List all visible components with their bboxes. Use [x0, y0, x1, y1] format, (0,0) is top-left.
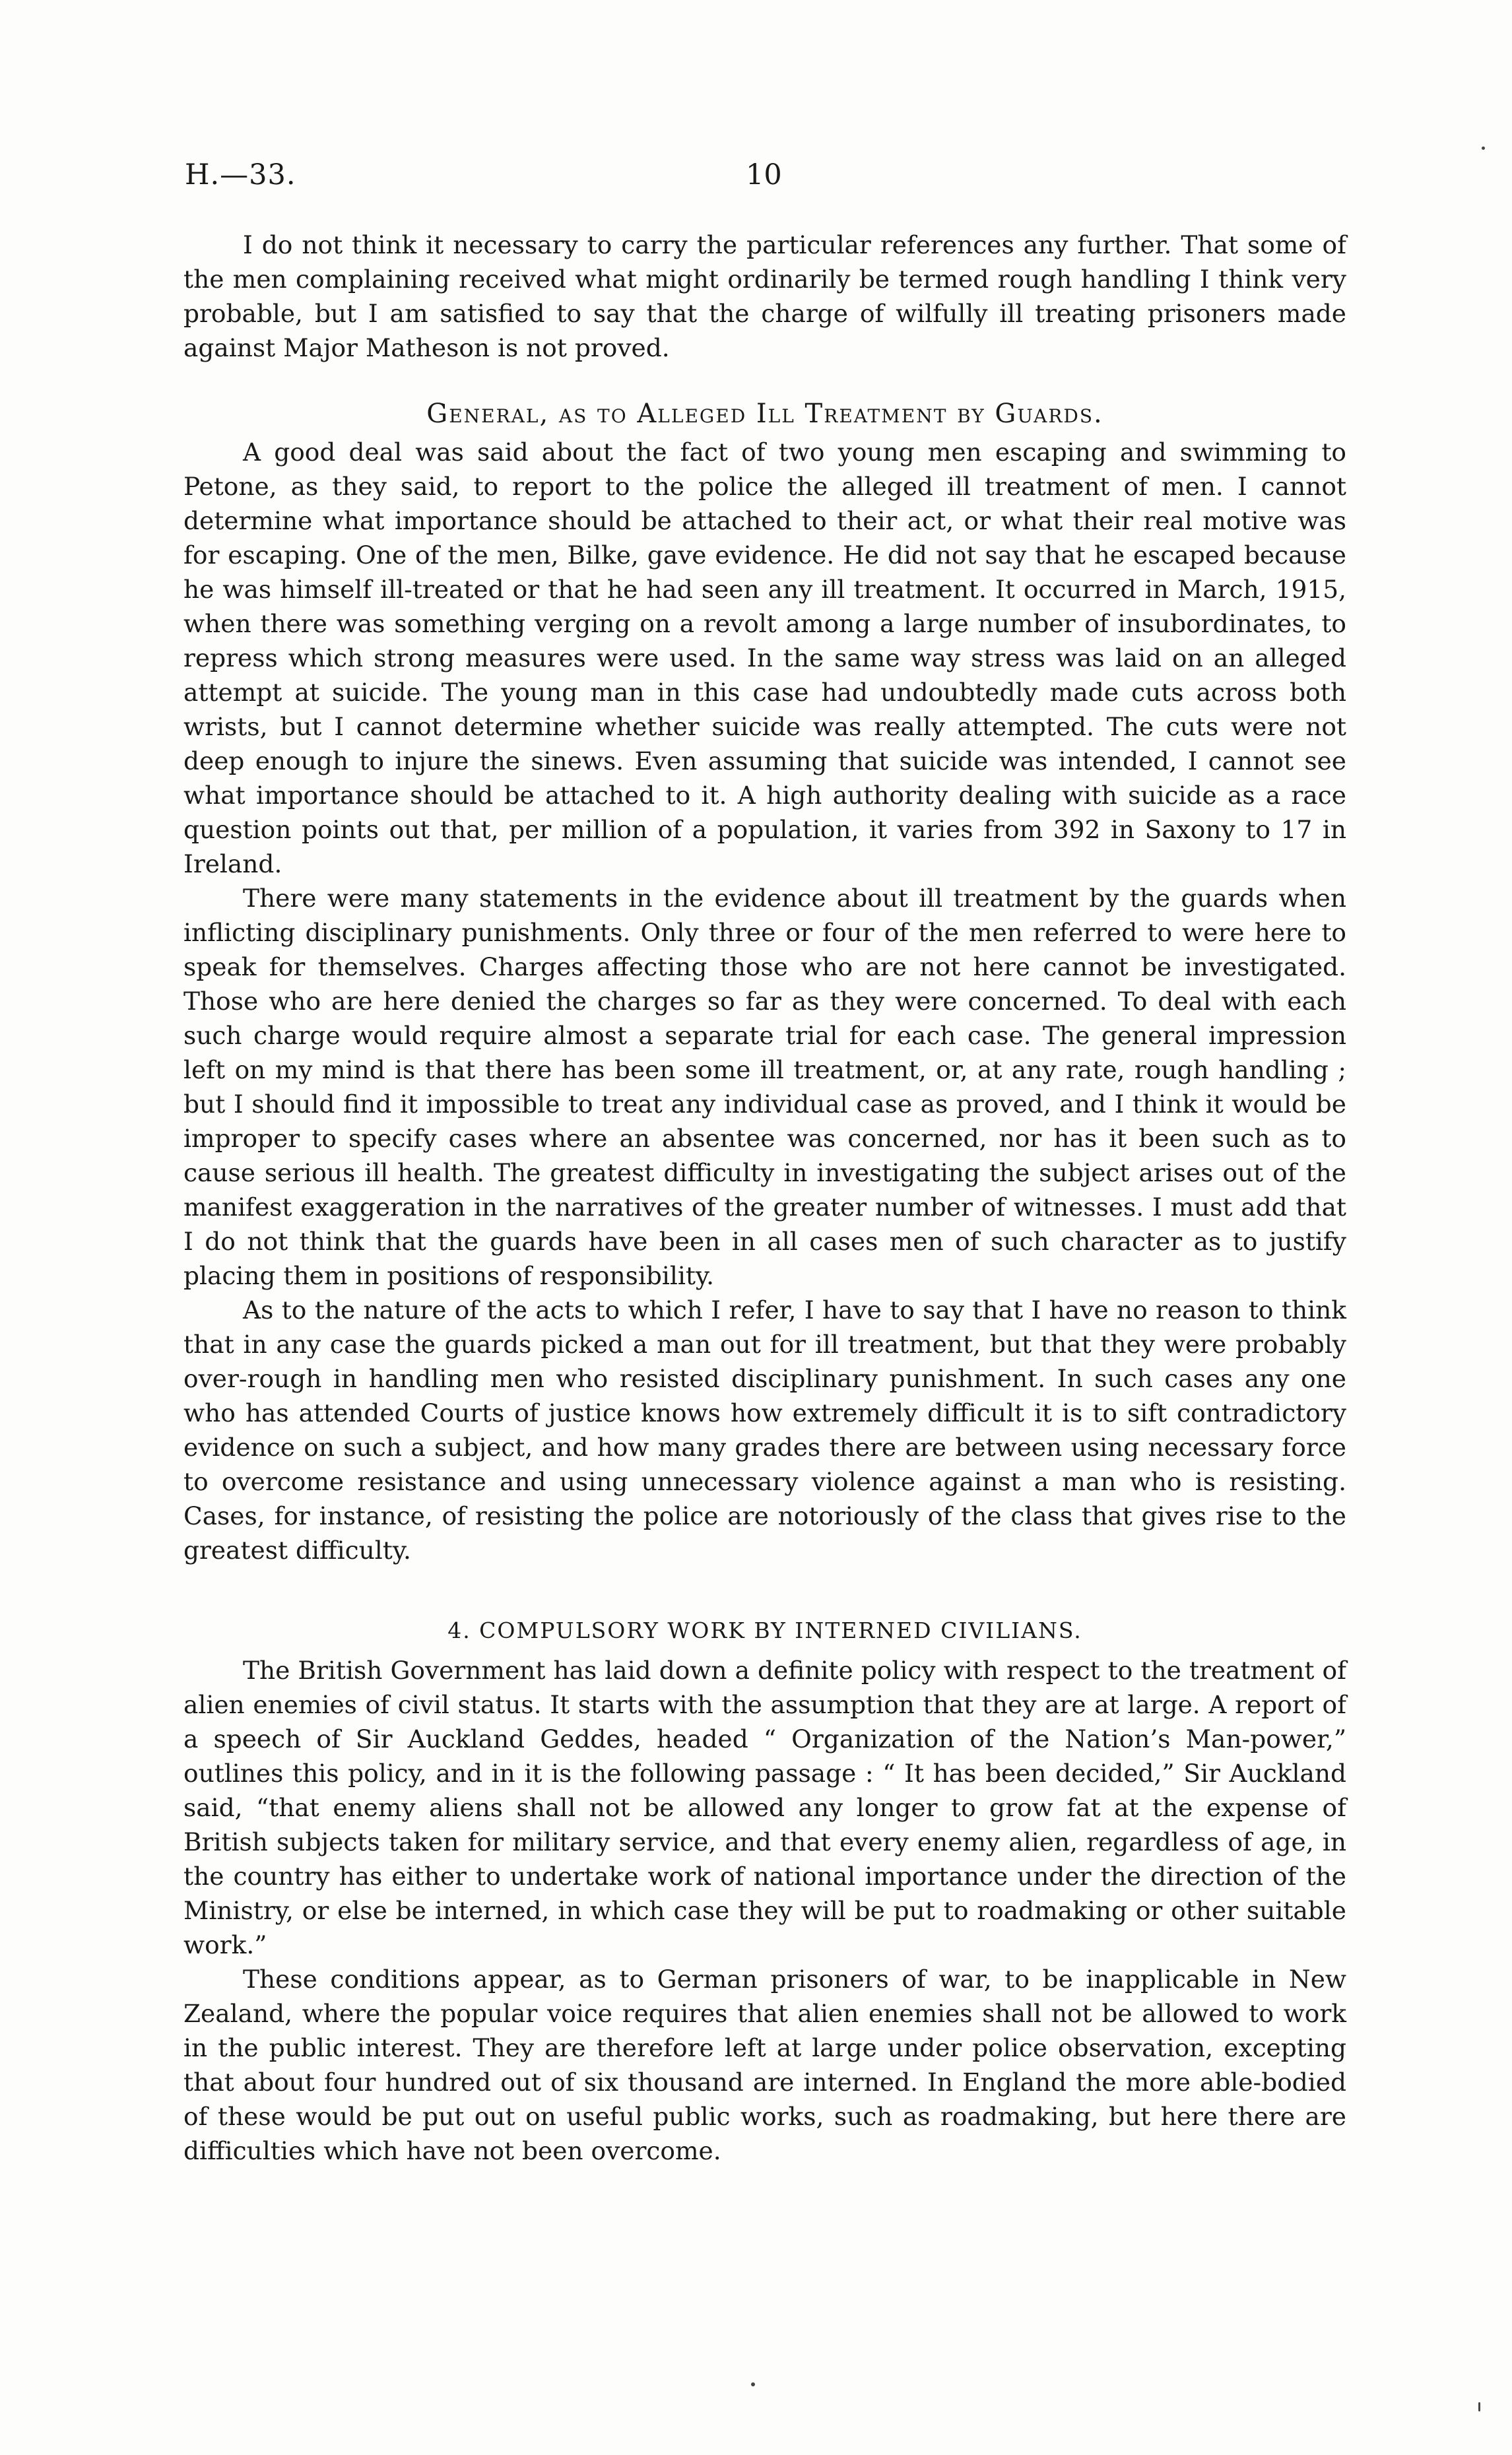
paragraph: These conditions appear, as to German prisoners of war, to be inapplicable in New Zealand, where the popular voice requires that alien enemies shall not be allowed to work in the public interest. They are therefore left at large under police observation, excepting that about four hundred out of six thousand are interned. In England the more able-bodied of these would be put out on useful public works, such as roadmaking, but here there are difficulties which have not been overcome.	[183, 1965, 1346, 2165]
body-text	[183, 228, 1346, 2168]
scan-speck	[1478, 2402, 1480, 2411]
page-header	[185, 158, 1346, 205]
page-number: 10	[746, 158, 782, 191]
scan-speck	[751, 2382, 755, 2386]
paragraph: There were many statements in the evidence about ill treatment by the guards when inflicting disciplinary punishments. Only three or four of the men referred to were here to speak for themselves. Charges affecting those who are not here cannot be investigated. Those who are here denied the charges so far as they were concerned. To deal with each such charge would require almost a separate trial for each case. The general impression left on my mind is that there has been some ill treatment, or, at any rate, rough handling ; but I should find it impossible to treat any individual case as proved, and I think it would be improper to specify cases where an absentee was concerned, nor has it been such as to cause serious ill health. The greatest difficulty in investigating the subject arises out of the manifest exaggeration in the narratives of the greater number of witnesses. I must add that I do not think that the guards have been in all cases men of such character as to justify placing them in positions of responsibility.	[183, 884, 1346, 1290]
paragraph: I do not think it necessary to carry the particular references any further. That some of the men complaining received what might ordinarily be termed rough handling I think very probable, but I am satisfied to say that the charge of wilfully ill treating prisoners made against Major Matheson is not proved.	[183, 230, 1346, 362]
section-heading: General, as to Alleged Ill Treatment by Guards.	[426, 399, 1103, 429]
document-reference: H.—33.	[185, 158, 296, 191]
section-heading: 4. COMPULSORY WORK BY INTERNED CIVILIANS.	[447, 1618, 1082, 1643]
paragraph: As to the nature of the acts to which I refer, I have to say that I have no reason to think that in any case the guards picked a man out for ill treatment, but that they were probably over-rough in handling men who resisted disciplinary punishment. In such cases any one who has attended Courts of justice knows how extremely difficult it is to sift contradictory evidence on such a subject, and how many grades there are between using necessary force to overcome resistance and using unnecessary violence against a man who is resisting. Cases, for instance, of resisting the police are notoriously of the class that gives rise to the greatest difficulty.	[183, 1295, 1346, 1565]
paragraph: A good deal was said about the fact of two young men escaping and swimming to Petone, as they said, to report to the police the alleged ill treatment of men. I cannot determine what importance should be attached to their act, or what their real motive was for escaping. One of the men, Bilke, gave evidence. He did not say that he escaped because he was himself ill-treated or that he had seen any ill treatment. It occurred in March, 1915, when there was something verging on a revolt among a large number of insubordinates, to repress which strong measures were used. In the same way stress was laid on an alleged attempt at suicide. The young man in this case had undoubtedly made cuts across both wrists, but I cannot determine whether suicide was really attempted. The cuts were not deep enough to injure the sinews. Even assuming that suicide was intended, I cannot see what importance should be attached to it. A high authority dealing with suicide as a race question points out that, per million of a population, it varies from 392 in Saxony to 17 in Ireland.	[183, 438, 1346, 878]
scan-speck	[1482, 147, 1485, 150]
paragraph: The British Government has laid down a definite policy with respect to the treatment of alien enemies of civil status. It starts with the assumption that they are at large. A report of a speech of Sir Auckland Geddes, headed “ Organization of the Nation’s Man-power,” outlines this policy, and in it is the following passage : “ It has been decided,” Sir Auckland said, “that enemy aliens shall not be allowed any longer to grow fat at the expense of British subjects taken for military service, and that every enemy alien, regardless of age, in the country has either to undertake work of national importance under the direction of the Ministry, or else be interned, in which case they will be put to roadmaking or other suitable work.”	[183, 1656, 1346, 1959]
